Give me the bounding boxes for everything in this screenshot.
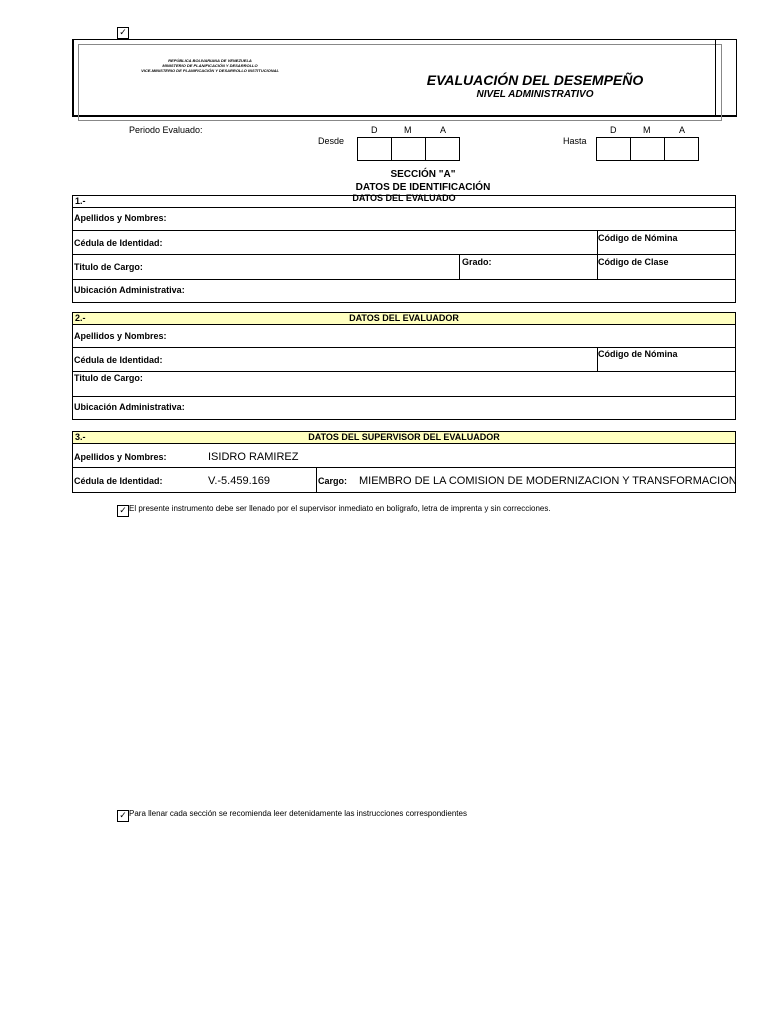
period-to-label: Hasta bbox=[563, 136, 587, 146]
from-year-header: A bbox=[440, 125, 447, 135]
header-divider bbox=[715, 39, 716, 115]
supervisor-title: DATOS DEL SUPERVISOR DEL EVALUADOR bbox=[308, 432, 500, 442]
evaluado-nombres-label: Apellidos y Nombres: bbox=[74, 213, 167, 223]
page-title: EVALUACIÓN DEL DESEMPEÑO bbox=[426, 72, 644, 88]
evaluado-cargo-label: Titulo de Cargo: bbox=[74, 262, 143, 272]
evaluador-cedula-label: Cédula de Identidad: bbox=[74, 355, 163, 365]
to-month-field[interactable] bbox=[630, 137, 665, 161]
note-1: El presente instrumento debe ser llenado por el supervisor inmediato en bolígrafo, letra de imprenta y sin correcciones. bbox=[129, 504, 551, 513]
from-day-field[interactable] bbox=[357, 137, 392, 161]
from-month-header: M bbox=[404, 125, 412, 135]
evaluado-codigo-nomina-label: Código de Nómina bbox=[598, 233, 678, 243]
to-year-header: A bbox=[679, 125, 686, 135]
evaluador-ubicacion-label: Ubicación Administrativa: bbox=[74, 402, 185, 412]
institution-line-3: VICE-MINISTERIO DE PLANIFICACIÓN Y DESARROLLO INSTITUCIONAL bbox=[141, 68, 279, 73]
evaluador-codigo-nomina-label: Código de Nómina bbox=[598, 349, 678, 359]
institution-line-1: REPÚBLICA BOLIVARIANA DE VENEZUELA bbox=[168, 58, 252, 63]
note-1-checkbox-icon[interactable]: ✓ bbox=[117, 505, 129, 517]
institution-line-2: MINISTERIO DE PLANIFICACIÓN Y DESARROLLO bbox=[162, 63, 258, 68]
supervisor-cedula-label: Cédula de Identidad: bbox=[74, 476, 163, 486]
to-month-header: M bbox=[643, 125, 651, 135]
evaluado-title: DATOS DEL EVALUADO bbox=[352, 193, 456, 203]
evaluador-title: DATOS DEL EVALUADOR bbox=[349, 313, 459, 323]
evaluador-cargo-label: Titulo de Cargo: bbox=[74, 373, 143, 383]
from-day-header: D bbox=[371, 125, 378, 135]
evaluado-ubicacion-label: Ubicación Administrativa: bbox=[74, 285, 185, 295]
period-label: Periodo Evaluado: bbox=[129, 125, 203, 135]
supervisor-cargo-label: Cargo: bbox=[318, 476, 347, 486]
note-2: Para llenar cada sección se recomienda leer detenidamente las instrucciones correspondientes bbox=[129, 809, 467, 818]
section-title: SECCIÓN "A" bbox=[390, 169, 456, 180]
evaluado-grado-label: Grado: bbox=[462, 257, 492, 267]
from-year-field[interactable] bbox=[425, 137, 460, 161]
evaluado-codigo-clase-label: Código de Clase bbox=[598, 257, 669, 267]
supervisor-nombres-value: ISIDRO RAMIREZ bbox=[208, 451, 299, 463]
evaluado-number: 1.- bbox=[75, 196, 86, 206]
supervisor-number: 3.- bbox=[75, 432, 86, 442]
supervisor-cedula-value: V.-5.459.169 bbox=[208, 475, 270, 487]
period-from-label: Desde bbox=[318, 136, 345, 146]
supervisor-nombres-label: Apellidos y Nombres: bbox=[74, 452, 167, 462]
supervisor-cargo-value: MIEMBRO DE LA COMISION DE MODERNIZACION Y TRANSFORMACION bbox=[359, 475, 737, 487]
evaluado-cedula-label: Cédula de Identidad: bbox=[74, 238, 163, 248]
evaluador-number: 2.- bbox=[75, 313, 86, 323]
checkbox-icon[interactable]: ✓ bbox=[117, 27, 129, 39]
to-year-field[interactable] bbox=[664, 137, 699, 161]
section-subtitle: DATOS DE IDENTIFICACIÓN bbox=[355, 182, 491, 193]
from-month-field[interactable] bbox=[391, 137, 426, 161]
evaluador-nombres-label: Apellidos y Nombres: bbox=[74, 331, 167, 341]
page-subtitle: NIVEL ADMINISTRATIVO bbox=[476, 89, 594, 100]
to-day-field[interactable] bbox=[596, 137, 631, 161]
note-2-checkbox-icon[interactable]: ✓ bbox=[117, 810, 129, 822]
to-day-header: D bbox=[610, 125, 617, 135]
